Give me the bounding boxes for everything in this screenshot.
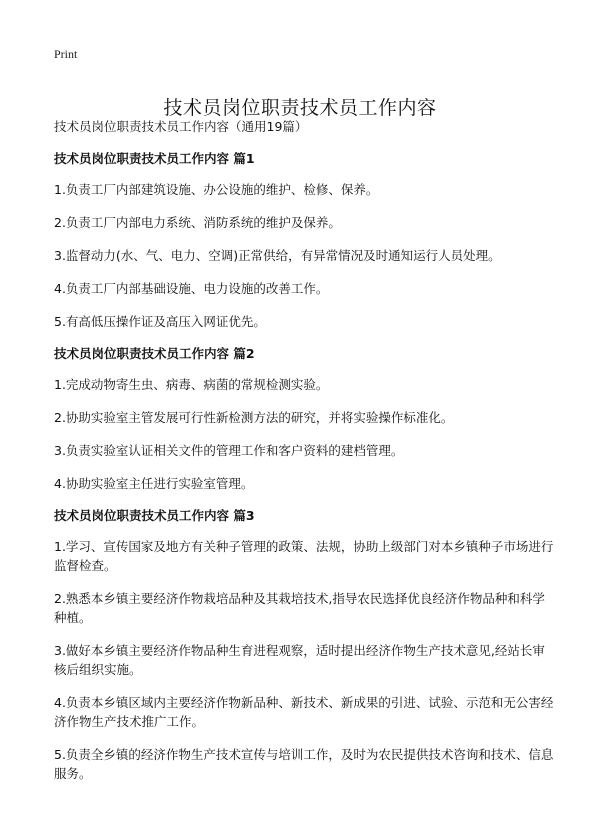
section-1 [54, 150, 554, 331]
page-title: 技术员岗位职责技术员工作内容 [163, 96, 437, 119]
list-item: 4.负责工厂内部基础设施、电力设施的改善工作。 [54, 281, 329, 296]
section-3 [54, 507, 554, 783]
list-item: 3.监督动力(水、气、电力、空调)正常供给，有异常情况及时通知运行人员处理。 [54, 248, 501, 263]
list-item: 5.有高低压操作证及高压入网证优先。 [54, 314, 266, 329]
list-item: 2.协助实验室主管发展可行性新检测方法的研究，并将实验操作标准化。 [54, 410, 454, 425]
list-item: 2.负责工厂内部电力系统、消防系统的维护及保养。 [54, 215, 341, 230]
list-item: 1.学习、宣传国家及地方有关种子管理的政策、法规，协助上级部门对本乡镇种子市场进行监督检查。 [54, 539, 554, 573]
section-heading: 技术员岗位职责技术员工作内容 篇2 [54, 346, 255, 361]
document-body [54, 118, 554, 797]
section-heading: 技术员岗位职责技术员工作内容 篇1 [54, 151, 255, 166]
section-2 [54, 345, 554, 493]
list-item: 1.完成动物寄生虫、病毒、病菌的常规检测实验。 [54, 377, 329, 392]
list-item: 4.负责本乡镇区域内主要经济作物新品种、新技术、新成果的引进、试验、示范和无公害经济作物生产技术推广工作。 [54, 695, 554, 729]
list-item: 5.负责全乡镇的经济作物生产技术宣传与培训工作，及时为农民提供技术咨询和技术、信息服务。 [54, 747, 554, 781]
document-subtitle: 技术员岗位职责技术员工作内容（通用19篇） [54, 119, 308, 134]
list-item: 3.负责实验室认证相关文件的管理工作和客户资料的建档管理。 [54, 443, 404, 458]
section-heading: 技术员岗位职责技术员工作内容 篇3 [54, 508, 255, 523]
list-item: 2.熟悉本乡镇主要经济作物栽培品种及其栽培技术,指导农民选择优良经济作物品种和科学种植。 [54, 591, 545, 625]
print-link[interactable]: Print [54, 47, 78, 61]
list-item: 3.做好本乡镇主要经济作物品种生育进程观察，适时提出经济作物生产技术意见,经站长审核后组织实施。 [54, 643, 545, 677]
list-item: 4.协助实验室主任进行实验室管理。 [54, 476, 254, 491]
list-item: 1.负责工厂内部建筑设施、办公设施的维护、检修、保养。 [54, 182, 379, 197]
